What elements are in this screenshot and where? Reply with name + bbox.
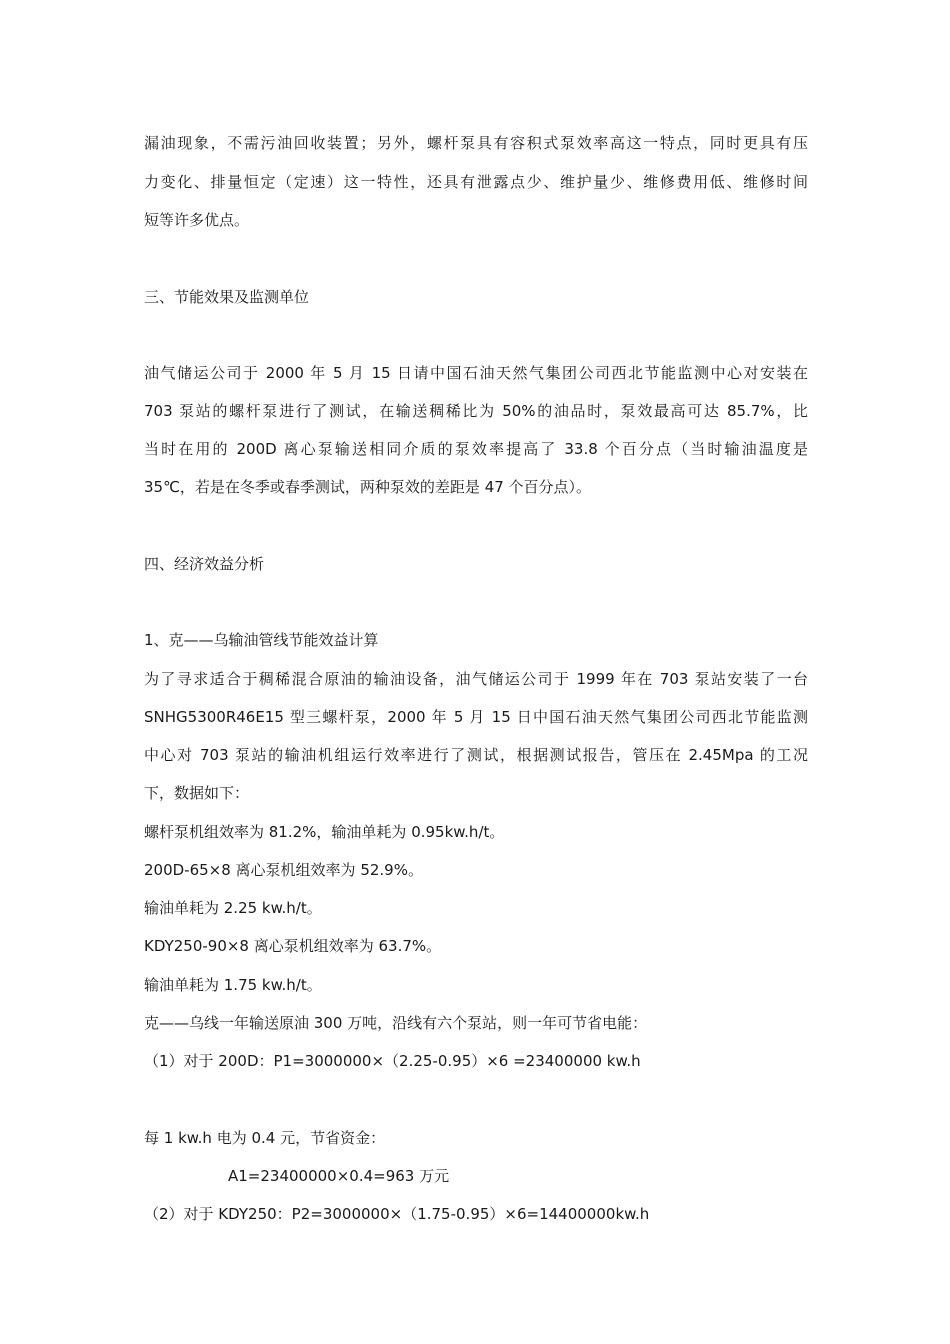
section4-line-1: 为了寻求适合于稠稀混合原油的输油设备，油气储运公司于 1999 年在 703 泵站安装了一台 <box>144 670 808 688</box>
data-line-200d-consumption: 输油单耗为 2.25 kw.h/t。 <box>144 899 322 917</box>
section4-line-3: 中心对 703 泵站的输油机组运行效率进行了测试，根据测试报告，管压在 2.45Mpa 的工况 <box>144 746 808 764</box>
section3-line-2: 703 泵站的螺杆泵进行了测试，在输送稠稀比为 50%的油品时，泵效最高可达 85.7%，比 <box>144 402 808 420</box>
formula-a1: A1=23400000×0.4=963 万元 <box>228 1167 450 1185</box>
section4-sub1-heading: 1、克——乌输油管线节能效益计算 <box>144 631 379 649</box>
intro-line-1: 漏油现象，不需污油回收装置；另外，螺杆泵具有容积式泵效率高这一特点，同时更具有压 <box>144 134 808 152</box>
data-line-kdy250-efficiency: KDY250-90×8 离心泵机组效率为 63.7%。 <box>144 937 442 955</box>
intro-line-3: 短等许多优点。 <box>144 211 250 229</box>
data-line-annual-volume: 克——乌线一年输送原油 300 万吨，沿线有六个泵站，则一年可节省电能： <box>144 1014 648 1032</box>
section4-line-4: 下，数据如下： <box>144 784 250 802</box>
formula-p2: （2）对于 KDY250：P2=3000000×（1.75-0.95）×6=14400000kw.h <box>144 1205 650 1223</box>
section3-heading: 三、节能效果及监测单位 <box>144 288 310 306</box>
section3-line-3: 当时在用的 200D 离心泵输送相同介质的泵效率提高了 33.8 个百分点（当时输油温度是 <box>144 440 808 458</box>
section3-line-4: 35℃，若是在冬季或春季测试，两种泵效的差距是 47 个百分点）。 <box>144 478 592 496</box>
section4-line-2: SNHG5300R46E15 型三螺杆泵，2000 年 5 月 15 日中国石油天然气集团公司西北节能监测 <box>144 708 808 726</box>
formula-p1: （1）对于 200D：P1=3000000×（2.25-0.95）×6 =23400000 kw.h <box>144 1052 641 1070</box>
electricity-price-line: 每 1 kw.h 电为 0.4 元，节省资金： <box>144 1129 386 1147</box>
data-line-200d-efficiency: 200D-65×8 离心泵机组效率为 52.9%。 <box>144 861 423 879</box>
data-line-kdy250-consumption: 输油单耗为 1.75 kw.h/t。 <box>144 976 322 994</box>
section4-heading: 四、经济效益分析 <box>144 555 265 573</box>
section3-line-1: 油气储运公司于 2000 年 5 月 15 日请中国石油天然气集团公司西北节能监测中心对安装在 <box>144 364 808 382</box>
intro-line-2: 力变化、排量恒定（定速）这一特性，还具有泄露点少、维护量少、维修费用低、维修时间 <box>144 173 808 191</box>
data-line-screw-pump: 螺杆泵机组效率为 81.2%，输油单耗为 0.95kw.h/t。 <box>144 823 505 841</box>
